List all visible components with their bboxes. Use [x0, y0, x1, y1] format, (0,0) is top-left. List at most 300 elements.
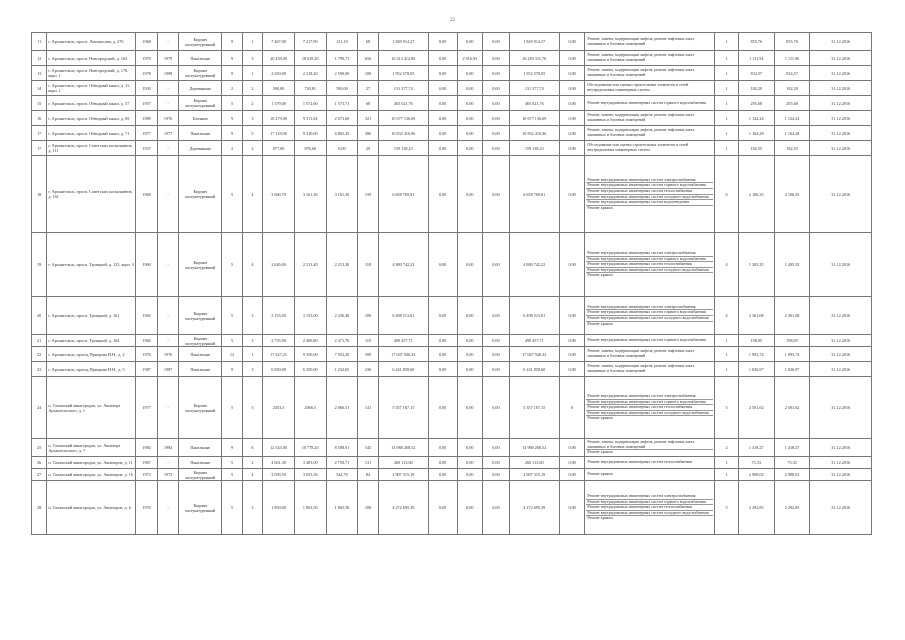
cell-p2: 295,68	[774, 96, 810, 111]
cell-area1: 877,00	[263, 141, 295, 156]
works-cell	[585, 156, 715, 233]
cell-ent: 3	[242, 297, 262, 335]
cell-p2: 1 111,96	[774, 51, 810, 66]
table-row	[32, 347, 872, 362]
cell-ent: 2	[242, 141, 262, 156]
cell-addr: п. Талажский авиагородок, ул. Авиатора Архангельского, д. 7	[47, 439, 136, 457]
cell-fl: 9	[222, 66, 242, 81]
cell-area3: 2 750,71	[326, 457, 358, 469]
cell-fl: 5	[222, 335, 242, 347]
cell-units: 1	[715, 347, 739, 362]
cell-area3: 3 161,30	[326, 156, 358, 233]
cell-ent: 3	[242, 335, 262, 347]
cell-year1: 1968	[136, 33, 157, 51]
cell-c1: 0,00	[428, 439, 457, 457]
cell-units: 1	[715, 51, 739, 66]
cell-c3: 0,00	[483, 233, 510, 297]
cell-units: 1	[715, 66, 739, 81]
work-item: Ремонт крыши	[587, 515, 613, 521]
cell-num: 21	[32, 335, 47, 347]
cell-year1: 1965	[136, 297, 157, 335]
cell-ppl: 108	[358, 66, 378, 81]
cell-cost2: 16 283 311,76	[509, 51, 559, 66]
cell-mat: Деревянные	[179, 81, 222, 96]
cell-addr: г. Архангельск, просп. Новгородский, д. 164	[47, 51, 136, 66]
table-row	[32, 457, 872, 469]
cell-num: 22	[32, 347, 47, 362]
cell-area3: 2 590,00	[326, 66, 358, 81]
cell-ent: 3	[242, 481, 262, 535]
cell-fl: 9	[222, 362, 242, 377]
table-row	[32, 141, 872, 156]
cell-ent: 6	[242, 439, 262, 457]
cell-year1: 1957	[136, 96, 157, 111]
cell-year2: 1976	[157, 111, 178, 126]
cell-fl: 5	[222, 377, 242, 439]
cell-units: 2	[715, 439, 739, 457]
cell-cost1: 490 457,71	[378, 335, 428, 347]
work-item: Ремонт, замена, модернизация лифтов, ремонт лифтовых шахт, машинных и блочных помещений	[587, 363, 695, 373]
cell-area2: 876,60	[294, 141, 326, 156]
cell-p2: 2 361,08	[774, 297, 810, 335]
cell-units: 1	[715, 141, 739, 156]
cell-fl: 9	[222, 126, 242, 141]
works-cell	[585, 111, 715, 126]
cell-c4: 0,00	[559, 347, 585, 362]
page-number: 22	[450, 18, 455, 23]
cell-cost1: 4 880 742,22	[378, 233, 428, 297]
cell-c1: 0,00	[428, 362, 457, 377]
cell-c1: 0,00	[428, 111, 457, 126]
cell-p1: 295,68	[738, 96, 774, 111]
cell-addr: п. Талажский авиагородок, ул. Авиаторов, д. 16	[47, 469, 136, 481]
cell-p2: 75,33	[774, 457, 810, 469]
cell-c1: 0,00	[428, 81, 457, 96]
works-cell	[585, 297, 715, 335]
cell-area1: 1 579,00	[263, 96, 295, 111]
cell-addr: п. Талажский авиагородок, ул. Авиаторов, д. 6	[47, 481, 136, 535]
cell-mat: Кирпич оштукатуренный	[179, 96, 222, 111]
cell-ent: 3	[242, 51, 262, 66]
cell-p1: 182,55	[738, 141, 774, 156]
cell-year2: 1984	[157, 439, 178, 457]
cell-area2: 10 778,20	[294, 439, 326, 457]
work-item: Ремонт внутридомовых инженерных систем горячего водоснабжения	[586, 257, 713, 263]
works-cell	[585, 481, 715, 535]
cell-fl: 2	[222, 81, 242, 96]
cell-date: 31.12.2016	[810, 439, 872, 457]
cell-fl: 5	[222, 233, 242, 297]
cell-units: 1	[715, 469, 739, 481]
cell-c3: 0,00	[483, 481, 510, 535]
work-item: Ремонт внутридомовых инженерных систем горячего водоснабжения	[586, 310, 713, 316]
table-row	[32, 66, 872, 81]
work-item: Ремонт внутридомовых инженерных систем водоотведения	[586, 200, 713, 206]
cell-cost2: 4 880 742,22	[509, 233, 559, 297]
cell-date: 31.12.2016	[810, 141, 872, 156]
cell-c3: 0,00	[483, 297, 510, 335]
cell-cost2: 1 849 914,27	[509, 33, 559, 51]
cell-addr: г. Архангельск, просп. Ломоносова, д. 276	[47, 33, 136, 51]
cell-cost1: 4 272 695,39	[378, 481, 428, 535]
cell-p1: 2 361,08	[738, 297, 774, 335]
cell-p1: 2 501,62	[738, 377, 774, 439]
cell-c3: 0,00	[483, 141, 510, 156]
cell-cost1: 14 980 268,52	[378, 439, 428, 457]
cell-mat: Панельные	[179, 126, 222, 141]
cell-year2: -	[157, 335, 178, 347]
cell-area1: 3 153,00	[263, 297, 295, 335]
cell-cost2: 6 498 513,81	[509, 297, 559, 335]
cell-fl: 9	[222, 439, 242, 457]
cell-date: 31.12.2016	[810, 457, 872, 469]
cell-units: 1	[715, 111, 739, 126]
cell-date: 31.12.2016	[810, 51, 872, 66]
cell-ppl: 159	[358, 156, 378, 233]
cell-ppl: 545	[358, 439, 378, 457]
cell-ppl: 656	[358, 51, 378, 66]
cell-area3: 1 799,71	[326, 51, 358, 66]
works-cell	[585, 233, 715, 297]
cell-year2: 1976	[157, 347, 178, 362]
cell-area3: 0,00	[326, 141, 358, 156]
cell-area1: 2 626,00	[263, 233, 295, 297]
cell-area3: 2 066,51	[326, 377, 358, 439]
cell-ppl: 131	[358, 457, 378, 469]
cell-cost1: 10 832 416,96	[378, 126, 428, 141]
cell-area1: 2453,5	[263, 377, 295, 439]
cell-cost2: 17 047 946,32	[509, 347, 559, 362]
work-item: Ремонт внутридомовых инженерных систем электроснабжения	[586, 305, 713, 311]
cell-p2: 198,05	[774, 335, 810, 347]
cell-mat: Деревянные	[179, 141, 222, 156]
work-item: Ремонт крыши	[587, 204, 613, 210]
cell-mat: Кирпич оштукатуренный	[179, 469, 222, 481]
cell-ppl: 68	[358, 96, 378, 111]
cell-p2: 1 124,24	[774, 111, 810, 126]
cell-year2: -	[157, 141, 178, 156]
cell-ent: 2	[242, 457, 262, 469]
cell-units: 4	[715, 297, 739, 335]
cell-c3: 0,00	[483, 377, 510, 439]
cell-cost1: 159 138,23	[378, 141, 428, 156]
cell-c1: 0,00	[428, 481, 457, 535]
cell-c4: 0,00	[559, 96, 585, 111]
cell-year1: 1960	[136, 335, 157, 347]
cell-p1: 1 205,35	[738, 233, 774, 297]
cell-mat: Кирпич оштукатуренный	[179, 156, 222, 233]
cell-p2: 2 292,85	[774, 481, 810, 535]
cell-area1: 17 227,21	[263, 347, 295, 362]
cell-c3: 0,00	[483, 33, 510, 51]
cell-cost2: 5 357 167,15	[509, 377, 559, 439]
cell-c2: 0,00	[457, 156, 483, 233]
table-row	[32, 96, 872, 111]
work-item: Ремонт внутридомовых инженерных систем теплоснабжения	[586, 262, 713, 268]
cell-c1: 0,00	[428, 469, 457, 481]
cell-num: 26	[32, 457, 47, 469]
cell-c3: 0,00	[483, 347, 510, 362]
work-item: Ремонт крыши	[587, 320, 613, 326]
cell-units: 1	[715, 81, 739, 96]
cell-num: 11	[32, 33, 47, 51]
cell-c4: 0,00	[559, 469, 585, 481]
cell-area2: 3 153,00	[294, 297, 326, 335]
cell-date: 31.12.2016	[810, 33, 872, 51]
cell-area1: 12 543,00	[263, 439, 295, 457]
work-item: Ремонт, замена, модернизация лифтов, ремонт лифтовых шахт, машинных и блочных помещений	[586, 440, 713, 450]
cell-area2: 1 863,50	[294, 481, 326, 535]
cell-c4: 0,00	[559, 439, 585, 457]
cell-area2: 2 469,80	[294, 335, 326, 347]
cell-year1: 1960	[136, 233, 157, 297]
cell-year1: 1973	[136, 469, 157, 481]
cell-date: 31.12.2016	[810, 347, 872, 362]
cell-p1: 2 908,02	[738, 469, 774, 481]
work-item: Ремонт, замена, модернизация лифтов, ремонт лифтовых шахт, машинных и блочных помещений	[587, 67, 695, 77]
cell-ent: 1	[242, 347, 262, 362]
cell-date: 31.12.2016	[810, 111, 872, 126]
cell-area1: 4 601,30	[263, 457, 295, 469]
cell-units: 5	[715, 377, 739, 439]
work-item: Обследование или оценка строительных элементов и сетей внутридомовых инженерных систем	[587, 142, 689, 152]
cell-c2: 0,00	[457, 297, 483, 335]
cell-ppl: 84	[358, 469, 378, 481]
cell-num: 20	[32, 297, 47, 335]
table-row	[32, 439, 872, 457]
cell-p1: 75,33	[738, 457, 774, 469]
cell-units: 6	[715, 156, 739, 233]
cell-year1: 1977	[136, 126, 157, 141]
cell-p1: 855,76	[738, 33, 774, 51]
cell-area3: 8 508,01	[326, 439, 358, 457]
cell-cost2: 10 677 136,69	[509, 111, 559, 126]
cell-year1: 1930	[136, 81, 157, 96]
cell-c4: 0,00	[559, 457, 585, 469]
works-cell	[585, 347, 715, 362]
cell-c3: 0,00	[483, 457, 510, 469]
work-item: Обследование или оценка строительных элементов и сетей внутридомовых инженерных систем	[587, 82, 689, 92]
cell-num: 16	[32, 111, 47, 126]
cell-area3: 6 865,45	[326, 126, 358, 141]
cell-year1: 1970	[136, 481, 157, 535]
cell-cost2: 260 113,60	[509, 457, 559, 469]
cell-c4: 0,00	[559, 51, 585, 66]
cell-units: 1	[715, 33, 739, 51]
work-item: Ремонт внутридомовых инженерных систем электроснабжения	[586, 394, 713, 400]
cell-cost2: 4 272 695,39	[509, 481, 559, 535]
cell-date: 31.12.2016	[810, 362, 872, 377]
cell-area2: 9 356,00	[294, 347, 326, 362]
work-item: Ремонт внутридомовых инженерных систем электроснабжения	[586, 494, 713, 500]
cell-year2: 1998	[157, 66, 178, 81]
cell-area2: 720,81	[294, 81, 326, 96]
cell-p2: 1 205,35	[774, 233, 810, 297]
cell-mat: Панельные	[179, 51, 222, 66]
cell-p2: 2 106,35	[774, 156, 810, 233]
cell-mat: Кирпич оштукатуренный	[179, 377, 222, 439]
cell-c4: 0,00	[559, 33, 585, 51]
cell-p2: 1 036,97	[774, 362, 810, 377]
cell-c2: 0,00	[457, 457, 483, 469]
cell-fl: 5	[222, 457, 242, 469]
cell-area2: 3 053,56	[294, 469, 326, 481]
cell-c2: 0,00	[457, 439, 483, 457]
cell-year1: 1984	[136, 439, 157, 457]
cell-ent: 4	[242, 469, 262, 481]
cell-year1: 1968	[136, 156, 157, 233]
cell-fl: 5	[222, 156, 242, 233]
cell-year2: -	[157, 297, 178, 335]
cell-area1: 590,00	[263, 81, 295, 96]
work-item: Ремонт крыши	[587, 449, 613, 455]
cell-mat: Блочные	[179, 111, 222, 126]
cell-cost1: 6 241 858,60	[378, 362, 428, 377]
cell-area3: 590,00	[326, 81, 358, 96]
cell-units: 4	[715, 233, 739, 297]
cell-c2: 0,00	[457, 96, 483, 111]
work-item: Ремонт внутридомовых инженерных систем горячего водоснабжения	[586, 183, 713, 189]
cell-mat: Кирпич оштукатуренный	[179, 233, 222, 297]
cell-p1: 1 124,24	[738, 111, 774, 126]
work-item: Ремонт, замена, модернизация лифтов, ремонт лифтовых шахт, машинных и блочных помещений	[587, 127, 695, 137]
cell-area2: 2 213,40	[294, 233, 326, 297]
cell-date: 31.12.2016	[810, 469, 872, 481]
cell-p1: 182,29	[738, 81, 774, 96]
work-item: Ремонт внутридомовых инженерных систем холодного водоснабжения	[586, 195, 713, 201]
cell-cost1: 1 952 578,05	[378, 66, 428, 81]
table-row	[32, 233, 872, 297]
cell-mat: Панельные	[179, 439, 222, 457]
cell-cost1: 5 357 167,15	[378, 377, 428, 439]
cell-year2: 1979	[157, 51, 178, 66]
work-item: Ремонт внутридомовых инженерных систем горячего водоснабжения	[586, 500, 713, 506]
cell-ent: 4	[242, 156, 262, 233]
cell-area3: 1 573,71	[326, 96, 358, 111]
cell-c2: 0,00	[457, 66, 483, 81]
cell-fl: 9	[222, 33, 242, 51]
cell-area2: 3 483,00	[294, 457, 326, 469]
cell-c1: 0,00	[428, 156, 457, 233]
cell-ppl: 119	[358, 335, 378, 347]
cell-date: 31.12.2016	[810, 66, 872, 81]
cell-c4: 0,00	[559, 111, 585, 126]
cell-p1: 1 111,94	[738, 51, 774, 66]
cell-num: 19	[32, 233, 47, 297]
cell-units: 5	[715, 481, 739, 535]
cell-ppl: 141	[358, 377, 378, 439]
work-item: Ремонт внутридомовых инженерных систем горячего водоснабжения	[586, 400, 713, 406]
cell-num: 14	[32, 81, 47, 96]
cell-year2: -	[157, 81, 178, 96]
cell-c3: 0,00	[483, 96, 510, 111]
cell-c1: 0,00	[428, 335, 457, 347]
cell-c4: 0,00	[559, 233, 585, 297]
cell-p1: 1 164,28	[738, 126, 774, 141]
cell-num: 28	[32, 481, 47, 535]
cell-num: 13	[32, 66, 47, 81]
works-cell	[585, 33, 715, 51]
cell-ppl: 29	[358, 141, 378, 156]
cell-c2: 0,00	[457, 481, 483, 535]
cell-p2: 2 908,02	[774, 469, 810, 481]
cell-c2: 0,00	[457, 81, 483, 96]
cell-addr: г. Архангельск, просп. Троицкий, д. 123, корп. 3	[47, 233, 136, 297]
cell-cost1: 16 313 412,86	[378, 51, 428, 66]
cell-addr: г. Архангельск, просп. Советских космонавтов, д. 111	[47, 141, 136, 156]
cell-c2: 0,00	[457, 126, 483, 141]
cell-area3: 121,10	[326, 33, 358, 51]
cell-ppl: 108	[358, 297, 378, 335]
cell-area3: 2 673,60	[326, 111, 358, 126]
cell-addr: г. Архангельск, просп. Троицкий, д. 161	[47, 297, 136, 335]
cell-c2: 0,00	[457, 377, 483, 439]
work-item: Ремонт, замена, модернизация лифтов, ремонт лифтовых шахт, машинных и блочных помещений	[587, 35, 695, 46]
cell-year2: -	[157, 457, 178, 469]
cell-cost1: 10 677 136,69	[378, 111, 428, 126]
cell-cost2: 1 952 578,05	[509, 66, 559, 81]
work-item: Ремонт внутридомовых инженерных систем горячего водоснабжения	[587, 99, 706, 105]
cell-fl: 5	[222, 96, 242, 111]
cell-date: 31.12.2016	[810, 81, 872, 96]
cell-year1: 1967	[136, 457, 157, 469]
cell-c3: 0,00	[483, 81, 510, 96]
cell-num: 27	[32, 469, 47, 481]
cell-p2: 855,76	[774, 33, 810, 51]
cell-area1: 7 467,00	[263, 33, 295, 51]
cell-year1: 1937	[136, 141, 157, 156]
cell-c3: 0,00	[483, 469, 510, 481]
cell-area3: 544,70	[326, 469, 358, 481]
cell-num: 23	[32, 362, 47, 377]
work-item: Ремонт крыши	[587, 471, 613, 477]
table-row	[32, 469, 872, 481]
cell-area2: 9 511,04	[294, 111, 326, 126]
work-item: Ремонт внутридомовых инженерных систем холодного водоснабжения	[586, 511, 713, 517]
cell-addr: г. Архангельск, просп. Обводный канал, д. 71	[47, 126, 136, 141]
cell-p1: 1 418,27	[738, 439, 774, 457]
cell-year2: -	[157, 33, 178, 51]
cell-addr: г. Архангельск, просп. Советских космонавтов, д. 161	[47, 156, 136, 233]
cell-year2: -	[157, 377, 178, 439]
cell-c3: 0,00	[483, 156, 510, 233]
cell-ppl: 100	[358, 481, 378, 535]
cell-addr: г. Архангельск, проезд Приорова Н.Н., д. 2	[47, 347, 136, 362]
cell-cost1: 260 113,60	[378, 457, 428, 469]
cell-ppl: 27	[358, 81, 378, 96]
cell-cost2: 6 658 769,81	[509, 156, 559, 233]
cell-c2: 0,00	[457, 111, 483, 126]
work-item: Ремонт внутридомовых инженерных систем теплоснабжения	[586, 405, 713, 411]
cell-c2: 0,00	[457, 33, 483, 51]
cell-year1: 1987	[136, 362, 157, 377]
cell-p1: 198,05	[738, 335, 774, 347]
work-item: Ремонт внутридомовых инженерных систем холодного водоснабжения	[586, 268, 713, 274]
work-item: Ремонт крыши	[587, 415, 613, 421]
cell-c4: 0,00	[559, 81, 585, 96]
cell-mat: Панельные	[179, 457, 222, 469]
cell-cost1: 1 849 914,27	[378, 33, 428, 51]
cell-units: 1	[715, 126, 739, 141]
cell-p2: 182,55	[774, 141, 810, 156]
table-row	[32, 81, 872, 96]
cell-mat: Кирпич оштукатуренный	[179, 33, 222, 51]
cell-units: 1	[715, 96, 739, 111]
cell-c4: 0,00	[559, 141, 585, 156]
cell-units: 1	[715, 362, 739, 377]
cell-ent: 2	[242, 96, 262, 111]
cell-p2: 1 993,74	[774, 347, 810, 362]
